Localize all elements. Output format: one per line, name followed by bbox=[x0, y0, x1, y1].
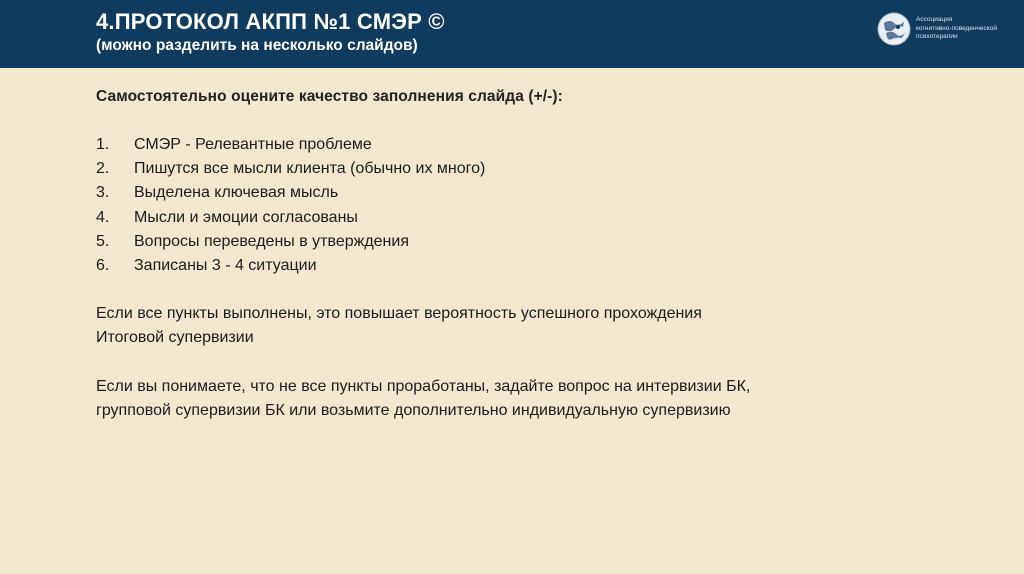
logo-line-3: психотерапии bbox=[916, 33, 958, 40]
list-item-text: СМЭР - Релевантные проблеме bbox=[134, 136, 372, 153]
supervision-advice-line-1: Если вы понимаете, что не все пункты проработаны, задайте вопрос на интервизии БК, bbox=[96, 377, 751, 395]
list-item-number: 3. bbox=[96, 184, 110, 202]
list-item-number: 6. bbox=[96, 257, 110, 275]
list-item bbox=[96, 206, 976, 230]
list-item bbox=[96, 230, 976, 254]
list-item bbox=[96, 254, 976, 278]
logo-line-1: Ассоциация bbox=[916, 16, 953, 23]
list-item bbox=[96, 181, 976, 205]
logo-line-2: когнитивно-поведенческой bbox=[916, 24, 997, 32]
list-item-text: Мысли и эмоции согласованы bbox=[134, 208, 358, 226]
instruction-text: Самостоятельно оцените качество заполнения слайда (+/-): bbox=[96, 88, 563, 105]
list-item-text: Пишутся все мысли клиента (обычно их много) bbox=[134, 160, 486, 178]
list-item bbox=[96, 133, 976, 157]
logo-text bbox=[916, 16, 997, 42]
list-item bbox=[96, 157, 976, 181]
slide-title: 4.ПРОТОКОЛ АКПП №1 СМЭР © bbox=[96, 9, 445, 34]
list-item-number: 4. bbox=[96, 208, 110, 226]
supervision-advice-line-2: групповой супервизии БК или возьмите дополнительно индивидуальную супервизию bbox=[96, 401, 731, 419]
association-logo bbox=[876, 11, 1016, 51]
supervision-advice bbox=[96, 375, 976, 423]
checklist bbox=[96, 133, 976, 278]
completion-note-line-1: Если все пункты выполнены, это повышает вероятность успешного прохождения bbox=[96, 305, 702, 323]
list-item-number: 5. bbox=[96, 232, 110, 250]
globe-logo-icon bbox=[876, 11, 912, 47]
slide-subtitle: (можно разделить на несколько слайдов) bbox=[96, 37, 418, 54]
list-item-text: Выделена ключевая мысль bbox=[134, 184, 339, 202]
completion-note bbox=[96, 302, 976, 350]
list-item-number: 1. bbox=[96, 136, 110, 153]
slide-header bbox=[0, 0, 1024, 68]
completion-note-line-2: Итоговой супервизии bbox=[96, 329, 254, 347]
list-item-number: 2. bbox=[96, 160, 110, 178]
list-item-text: Вопросы переведены в утверждения bbox=[134, 232, 409, 250]
slide-body bbox=[96, 85, 976, 423]
list-item-text: Записаны 3 - 4 ситуации bbox=[134, 257, 317, 275]
